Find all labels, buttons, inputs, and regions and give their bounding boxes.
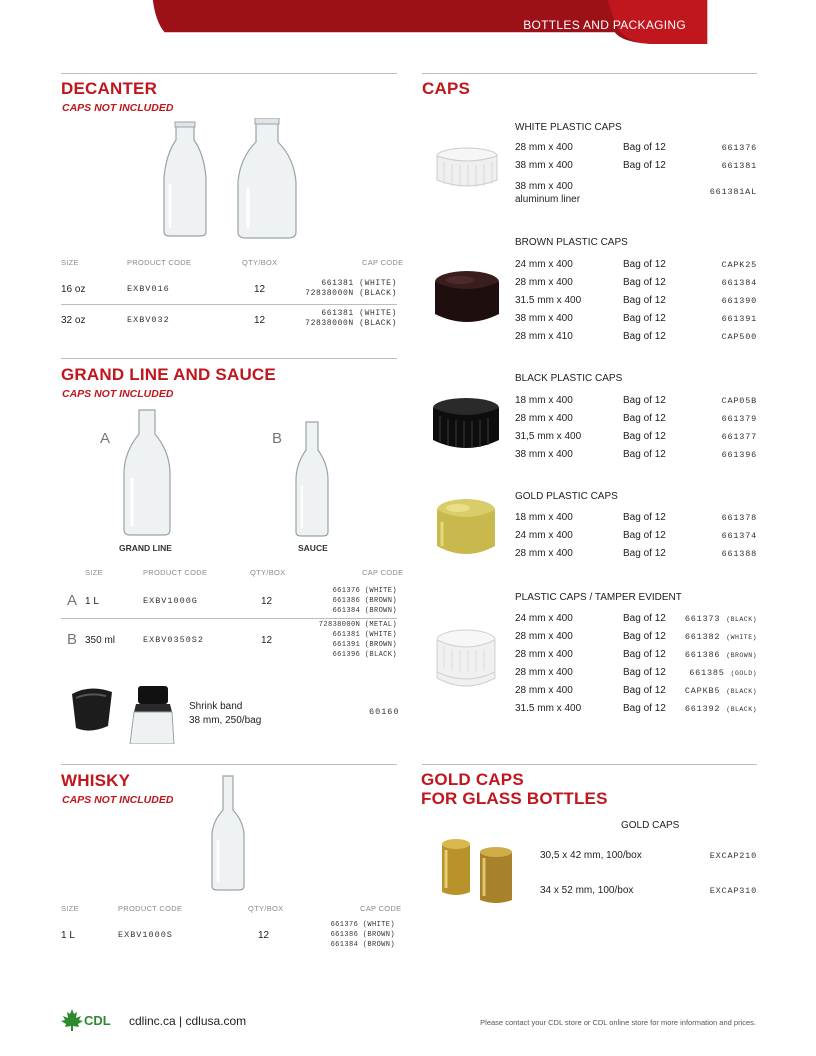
white-caps-title: WHITE PLASTIC CAPS — [515, 122, 622, 133]
cap-bag: Bag of 12 — [623, 703, 666, 714]
maple-leaf-icon — [60, 1008, 84, 1032]
col-qty: QTY/BOX — [248, 904, 284, 913]
col-qty: QTY/BOX — [250, 568, 286, 577]
header-year: 2026 — [92, 17, 121, 32]
grand-line-title: GRAND LINE AND SAUCE — [61, 365, 276, 384]
cap-size: 38 mm x 400 — [515, 313, 573, 324]
table-cell-qty: 12 — [261, 635, 273, 646]
white-cap-image — [434, 146, 500, 192]
cap-code: 661388 — [721, 549, 757, 559]
tamper-cap-image — [434, 628, 498, 694]
cap-size: 28 mm x 400 — [515, 649, 573, 660]
footer-urls[interactable]: cdlinc.ca | cdlusa.com — [129, 1014, 247, 1028]
cap-bag: Bag of 12 — [623, 395, 666, 406]
cap-size: 24 mm x 400 — [515, 259, 573, 270]
table-cell-code: EXBV1000S — [118, 930, 173, 940]
whisky-title: WHISKY — [61, 771, 131, 790]
cap-code: CAP05B — [721, 396, 757, 406]
cap-size: 24 mm x 400 — [515, 613, 573, 624]
cap-size: 31,5 mm x 400 — [515, 431, 582, 442]
table-cell-size: 32 oz — [61, 315, 86, 326]
cap-bag: Bag of 12 — [623, 548, 666, 559]
footer-logo: CDL — [84, 1013, 111, 1028]
cap-bag: Bag of 12 — [623, 667, 666, 678]
tamper-caps-title: PLASTIC CAPS / TAMPER EVIDENT — [515, 592, 682, 603]
cap-size: 38 mm x 400 aluminum liner — [515, 181, 581, 205]
cap-code: 661377 — [721, 432, 757, 442]
gold-cap-desc: 34 x 52 mm, 100/box — [540, 885, 634, 896]
table-cell-size: 350 ml — [85, 635, 116, 646]
table-cell-size: 1 L — [61, 930, 75, 941]
col-cap-code: CAP CODE — [362, 568, 404, 577]
decanter-title: DECANTER — [61, 79, 158, 98]
shrink-band-image — [68, 684, 184, 744]
table-cell-code: EXBV0350S2 — [143, 635, 205, 645]
whisky-subtitle: CAPS NOT INCLUDED — [62, 794, 174, 806]
brown-cap-image — [432, 268, 502, 332]
gold-cap-image — [434, 496, 498, 562]
divider — [61, 358, 397, 359]
cap-bag: Bag of 12 — [623, 613, 666, 624]
cap-size: 28 mm x 400 — [515, 685, 573, 696]
cap-size: 18 mm x 400 — [515, 395, 573, 406]
divider — [61, 618, 397, 619]
cap-size: 38 mm x 400 — [515, 449, 573, 460]
table-cell-cap-code: 661381 (WHITE) 72838000N (BLACK) — [305, 279, 397, 298]
cap-code: 661386 (BROWN) — [684, 650, 757, 660]
cap-code: 661391 — [721, 314, 757, 324]
cap-bag: Bag of 12 — [623, 142, 666, 153]
cap-bag: Bag of 12 — [623, 413, 666, 424]
gold-cap-code: EXCAP210 — [709, 851, 757, 861]
cap-code: 661374 — [721, 531, 757, 541]
footer-note: Please contact your CDL store or CDL online store for more information and prices. — [480, 1018, 756, 1027]
table-cell-qty: 12 — [254, 284, 266, 295]
cap-code: 661392 (BLACK) — [684, 704, 757, 714]
cap-bag: Bag of 12 — [623, 259, 666, 270]
col-product-code: PRODUCT CODE — [143, 568, 208, 577]
header-section: BOTTLES AND PACKAGING — [523, 18, 686, 32]
caps-title: CAPS — [422, 79, 471, 98]
cap-code: 661382 (WHITE) — [684, 632, 757, 642]
col-product-code: PRODUCT CODE — [127, 258, 192, 267]
cap-size: 38 mm x 400 — [515, 160, 573, 171]
table-cell-size: 16 oz — [61, 284, 86, 295]
shrink-band-desc: Shrink band 38 mm, 250/bag — [189, 701, 262, 726]
cap-code: CAPKB5 (BLACK) — [684, 686, 757, 696]
table-cell-qty: 12 — [261, 596, 273, 607]
cap-bag: Bag of 12 — [623, 631, 666, 642]
cap-bag: Bag of 12 — [623, 431, 666, 442]
cap-code: 661381 — [721, 161, 757, 171]
col-size: SIZE — [61, 904, 79, 913]
divider — [61, 764, 397, 765]
cap-code: 661376 — [721, 143, 757, 153]
cap-bag: Bag of 12 — [623, 530, 666, 541]
col-product-code: PRODUCT CODE — [118, 904, 183, 913]
table-cell-cap-code: 661376 (WHITE) 661386 (BROWN) 661384 (BROWN) — [332, 587, 397, 615]
cap-size: 24 mm x 400 — [515, 530, 573, 541]
table-cell-qty: 12 — [258, 930, 270, 941]
cap-code: 661396 — [721, 450, 757, 460]
cap-size: 28 mm x 400 — [515, 142, 573, 153]
decanter-subtitle: CAPS NOT INCLUDED — [62, 102, 174, 114]
whisky-bottle-image — [208, 774, 248, 892]
cap-size: 28 mm x 400 — [515, 667, 573, 678]
divider — [61, 73, 397, 74]
cap-code: 661385 (GOLD) — [689, 668, 757, 678]
table-cell-code: EXBV1000G — [143, 596, 198, 606]
cap-code: 661373 (BLACK) — [684, 614, 757, 624]
caption-sauce: SAUCE — [298, 543, 328, 553]
sauce-bottle-image — [292, 420, 332, 540]
brown-caps-title: BROWN PLASTIC CAPS — [515, 237, 628, 248]
shrink-band-code: 60160 — [369, 707, 400, 717]
divider — [61, 304, 397, 305]
page-number: 121 — [711, 15, 740, 34]
cap-bag: Bag of 12 — [623, 512, 666, 523]
cap-bag: Bag of 12 — [623, 295, 666, 306]
cap-code: 661378 — [721, 513, 757, 523]
label-a: A — [100, 430, 111, 447]
col-size: SIZE — [61, 258, 79, 267]
col-cap-code: CAP CODE — [362, 258, 404, 267]
gold-cap-desc: 30,5 x 42 mm, 100/box — [540, 850, 642, 861]
table-cell-code: EXBV032 — [127, 315, 170, 325]
cap-bag: Bag of 12 — [623, 685, 666, 696]
black-caps-title: BLACK PLASTIC CAPS — [515, 373, 623, 384]
table-cell-qty: 12 — [254, 315, 266, 326]
table-cell-cap-code: 661381 (WHITE) 72838000N (BLACK) — [305, 309, 397, 328]
col-size: SIZE — [85, 568, 103, 577]
row-letter: B — [67, 631, 78, 648]
cap-code: 661390 — [721, 296, 757, 306]
grand-line-bottle-image — [118, 408, 176, 538]
gold-caps-glass-title: GOLD CAPS FOR GLASS BOTTLES — [421, 770, 608, 808]
caption-grand-line: GRAND LINE — [119, 543, 172, 553]
cap-size: 28 mm x 400 — [515, 413, 573, 424]
decanter-bottles-image — [160, 118, 320, 240]
grand-line-subtitle: CAPS NOT INCLUDED — [62, 388, 174, 400]
cap-code: CAPK25 — [721, 260, 757, 270]
cap-size: 31.5 mm x 400 — [515, 703, 582, 714]
divider — [422, 73, 757, 74]
gold-caps-glass-image — [438, 836, 522, 906]
cap-code: 661384 — [721, 278, 757, 288]
row-letter: A — [67, 592, 78, 609]
cap-bag: Bag of 12 — [623, 449, 666, 460]
table-cell-cap-code: 72838000N (METAL) 661381 (WHITE) 661391 (BROWN) 661396 (BLACK) — [318, 621, 397, 659]
table-cell-cap-code: 661376 (WHITE) 661386 (BROWN) 661384 (BROWN) — [330, 921, 395, 949]
header-banner — [0, 0, 816, 44]
cap-bag: Bag of 12 — [623, 313, 666, 324]
col-qty: QTY/BOX — [242, 258, 278, 267]
cap-code: 661381AL — [709, 187, 757, 197]
cap-code: 661379 — [721, 414, 757, 424]
col-cap-code: CAP CODE — [360, 904, 402, 913]
table-cell-size: 1 L — [85, 596, 99, 607]
cap-size: 31.5 mm x 400 — [515, 295, 582, 306]
table-cell-code: EXBV016 — [127, 284, 170, 294]
cap-code: CAP500 — [721, 332, 757, 342]
cap-bag: Bag of 12 — [623, 277, 666, 288]
label-b: B — [272, 430, 283, 447]
divider — [422, 764, 757, 765]
gold-cap-code: EXCAP310 — [709, 886, 757, 896]
cap-size: 28 mm x 400 — [515, 548, 573, 559]
cap-size: 18 mm x 400 — [515, 512, 573, 523]
cap-bag: Bag of 12 — [623, 160, 666, 171]
cap-size: 28 mm x 400 — [515, 277, 573, 288]
gold-caps-group-title: GOLD CAPS — [621, 820, 680, 831]
cap-bag: Bag of 12 — [623, 331, 666, 342]
black-cap-image — [430, 396, 502, 456]
cap-size: 28 mm x 400 — [515, 631, 573, 642]
cap-bag: Bag of 12 — [623, 649, 666, 660]
gold-caps-title: GOLD PLASTIC CAPS — [515, 491, 618, 502]
cap-size: 28 mm x 410 — [515, 331, 573, 342]
